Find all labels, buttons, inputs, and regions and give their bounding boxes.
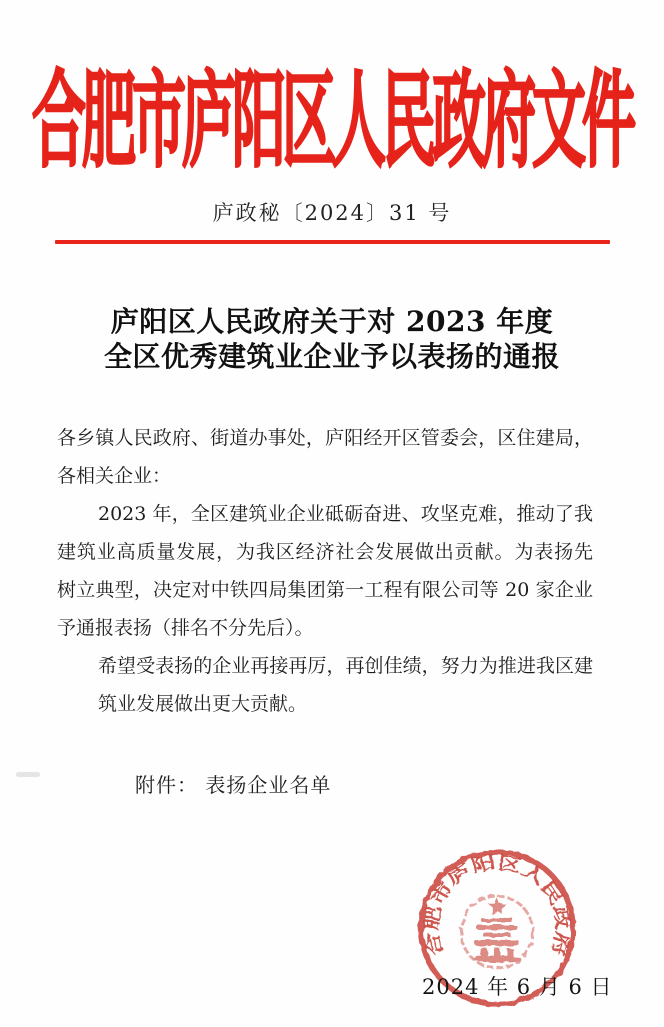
- body-line: 建筑业高质量发展，为我区经济社会发展做出贡献。为表扬先: [57, 541, 593, 563]
- doc-title: [0, 304, 664, 374]
- doc-title-line1: 庐阳区人民政府关于对 2023 年度: [110, 305, 554, 338]
- letterhead-title: 合肥市庐阳区人民政府文件: [32, 57, 632, 183]
- body-line: 2023 年，全区建筑业企业砥砺奋进、攻坚克难，推动了我: [98, 503, 593, 525]
- doc-body: [57, 419, 593, 723]
- body-line: 予通报表扬（排名不分先后）。: [57, 617, 314, 639]
- red-divider-rule: [55, 240, 610, 244]
- doc-title-line2: 全区优秀建筑业企业予以表扬的通报: [103, 340, 560, 373]
- body-line: 各相关企业：: [57, 465, 172, 487]
- body-line: 各乡镇人民政府、街道办事处，庐阳经开区管委会，区住建局，: [57, 427, 593, 449]
- attachment-note: 附件： 表扬企业名单: [135, 773, 332, 797]
- seal-inscription: 合肥市庐阳区人民政府: [421, 852, 573, 959]
- body-line: 希望受表扬的企业再接再厉，再创佳绩，努力为推进我区建: [98, 655, 593, 677]
- doc-date: 2024 年 6 月 6 日: [422, 975, 613, 999]
- scan-artifact: [16, 772, 40, 777]
- national-emblem-icon: [461, 896, 533, 968]
- body-line: 树立典型，决定对中铁四局集团第一工程有限公司等 20 家企业: [57, 579, 593, 601]
- body-line: 筑业发展做出更大贡献。: [98, 693, 308, 715]
- doc-reference-number: 庐政秘〔2024〕31 号: [212, 201, 452, 225]
